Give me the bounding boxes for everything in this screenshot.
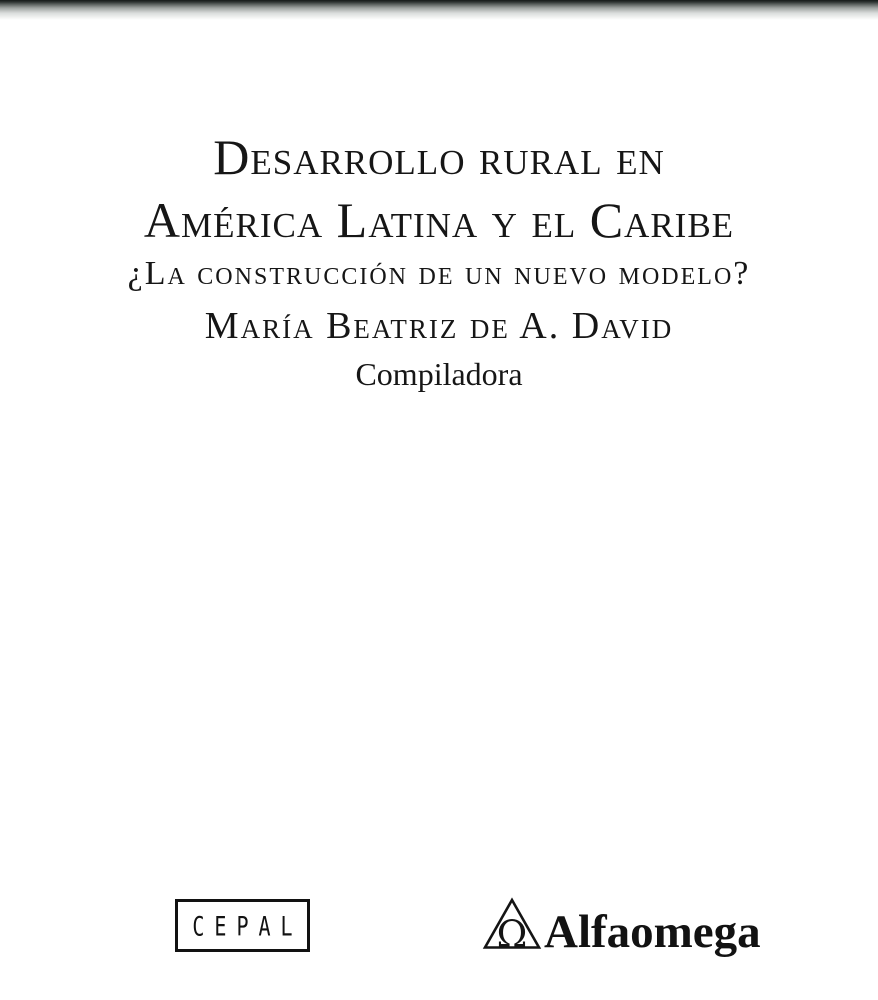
cepal-logo-text: CEPAL	[192, 909, 303, 942]
alfaomega-logo	[482, 897, 761, 956]
cepal-logo	[175, 899, 310, 952]
omega-glyph: Ω	[496, 913, 528, 950]
book-title	[0, 126, 878, 252]
book-author: María Beatriz de A. David	[204, 305, 674, 347]
author-role: Compiladora	[355, 356, 523, 392]
book-title-line1: Desarrollo rural en	[213, 129, 665, 185]
scan-edge-shadow	[0, 0, 878, 22]
alfaomega-logo-text: Alfaomega	[544, 906, 761, 958]
alfaomega-triangle-omega-icon	[482, 897, 542, 950]
book-title-line2: América Latina y el Caribe	[143, 192, 735, 248]
book-subtitle: ¿La construcción de un nuevo modelo?	[127, 255, 751, 292]
